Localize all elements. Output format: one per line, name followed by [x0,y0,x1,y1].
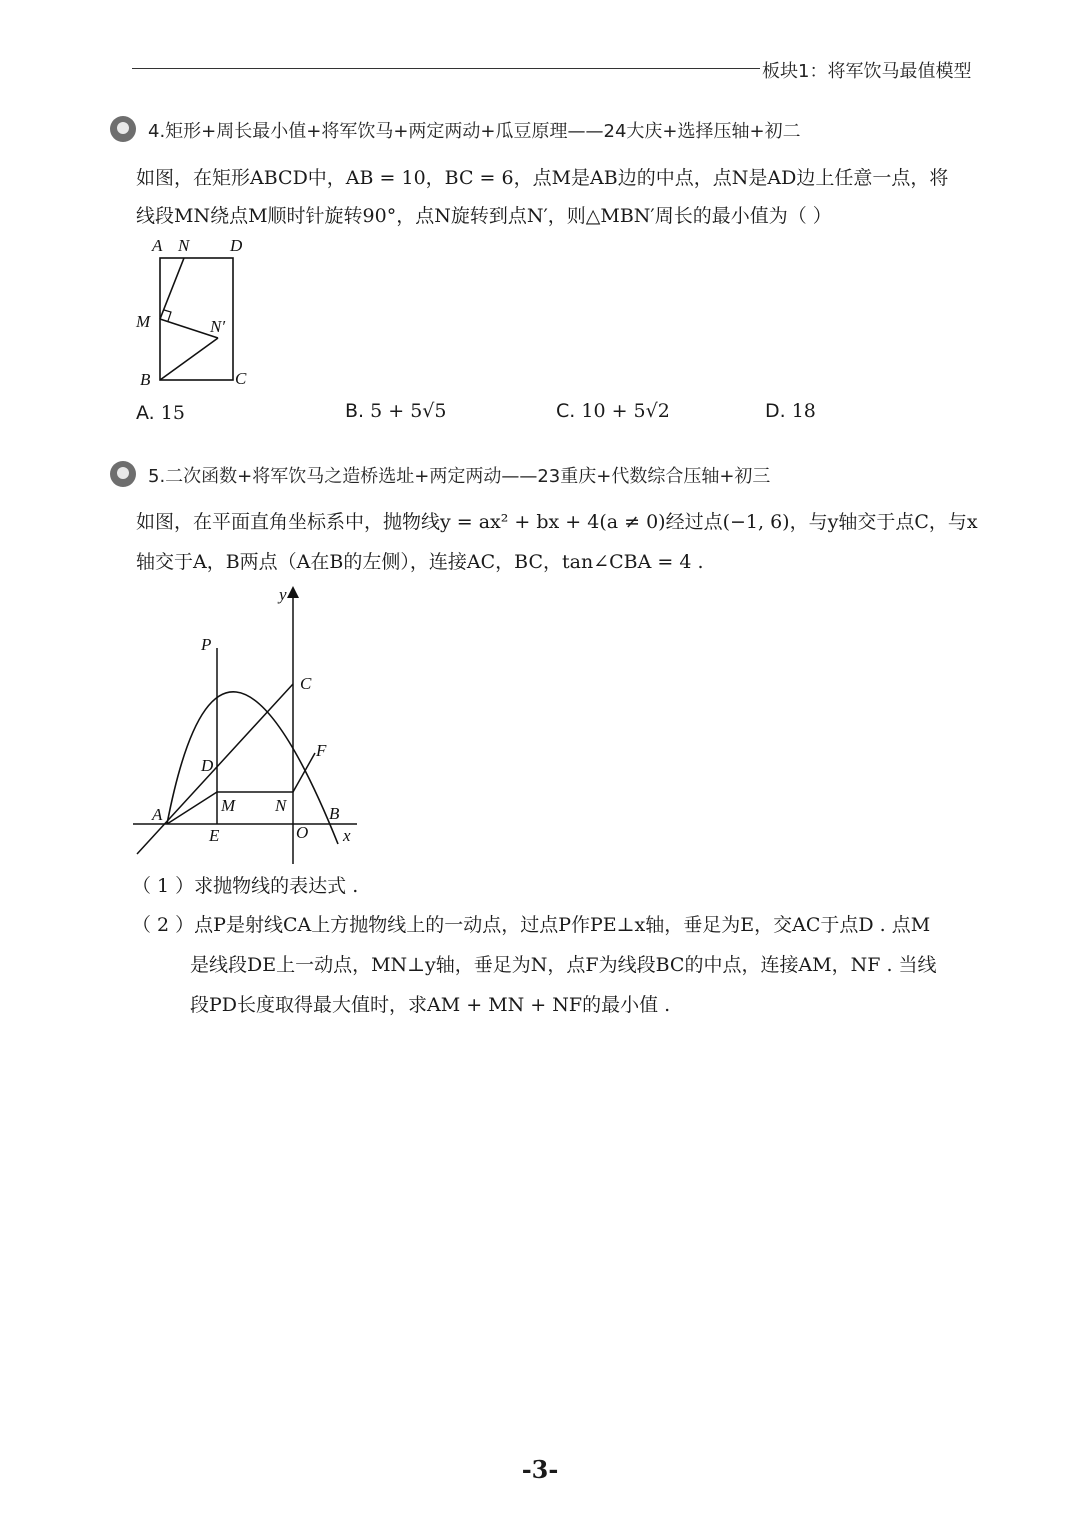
option-letter: A. [136,402,155,424]
label-f: F [316,741,327,760]
label-d: D [201,756,214,775]
q4-option-a[interactable] [136,402,185,424]
q5-text-line1: 如图，在平面直角坐标系中，抛物线y = ax² + bx + 4(a ≠ 0)经过点(−1, 6)，与y轴交于点C，与x [136,511,978,533]
section-header: 板块1：将军饮马最值模型 [762,61,972,82]
option-letter: B. [345,400,365,422]
label-m: M [221,796,236,815]
q4-option-d[interactable] [765,400,816,422]
q4-title: 4.矩形+周长最小值+将军饮马+两定两动+瓜豆原理——24大庆+选择压轴+初二 [148,121,801,142]
option-letter: C. [556,400,576,422]
label-a: A [152,805,163,824]
label-p: P [201,635,212,654]
q4-option-c[interactable] [556,400,670,422]
option-value: 15 [160,402,185,424]
label-n: N [275,796,287,815]
option-value: 5 + 5√5 [370,400,447,422]
label-c: C [300,674,312,693]
header-rule [132,68,760,69]
q5-text-line2: 轴交于A，B两点（A在B的左侧），连接AC，BC，tan∠CBA = 4 . [136,551,704,573]
segment-mn [160,258,184,319]
label-nprime: N′ [210,317,226,336]
option-value: 10 + 5√2 [581,400,670,422]
segment-am [167,792,217,824]
q5-title: 5.二次函数+将军饮马之造桥选址+两定两动——23重庆+代数综合压轴+初三 [148,466,771,487]
page-number: -3- [521,1455,559,1484]
option-letter: D. [765,400,786,422]
label-c: C [235,369,247,388]
option-value: 18 [791,400,816,422]
q5-figure [125,582,370,867]
right-angle-mark [164,310,171,321]
label-e: E [209,826,220,845]
q4-figure [130,228,270,394]
label-a: A [152,236,163,255]
q4-text-line1: 如图，在矩形ABCD中，AB = 10，BC = 6，点M是AB边的中点，点N是AD边上任意一点，将 [136,167,949,189]
label-m: M [136,312,151,331]
parabola [167,692,338,844]
label-o: O [296,823,309,842]
label-x: x [343,826,351,845]
bulb-icon [110,116,136,142]
q5-sub2-line2: 是线段DE上一动点，MN⊥y轴，垂足为N，点F为线段BC的中点，连接AM，NF . 当线 [190,954,937,976]
q4-option-b[interactable] [345,400,447,422]
label-b: B [329,804,340,823]
q5-sub2-line1: （ 2 ）点P是射线CA上方抛物线上的一动点，过点P作PE⊥x轴，垂足为E，交AC于点D . 点M [132,914,931,936]
bulb-icon [110,461,136,487]
q5-sub2-line3: 段PD长度取得最大值时，求AM + MN + NF的最小值 . [190,994,671,1016]
q5-sub1: （ 1 ）求抛物线的表达式 . [132,875,359,897]
segment-npb [160,338,218,380]
segment-nf [293,753,315,792]
label-y: y [279,585,287,604]
label-b: B [140,370,151,389]
label-n: N [178,236,190,255]
q4-text-line2: 线段MN绕点M顺时针旋转90°，点N旋转到点N′，则△MBN′周长的最小值为（ ） [136,205,832,227]
label-d: D [230,236,243,255]
